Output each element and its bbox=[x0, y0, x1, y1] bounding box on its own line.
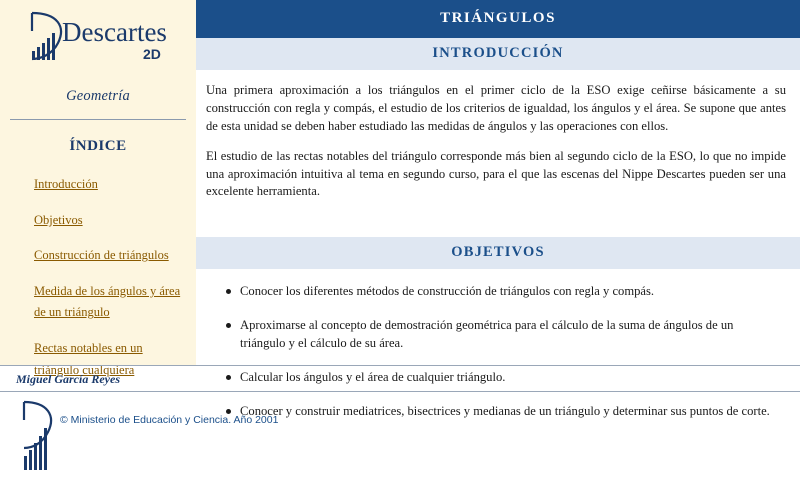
main-content bbox=[196, 0, 800, 418]
list-item bbox=[34, 209, 186, 231]
list-item: Conocer y construir mediatrices, bisectrices y medianas de un triángulo y determinar sus puntos de corte. bbox=[240, 403, 774, 421]
list-item bbox=[34, 173, 186, 195]
copyright-text: © Ministerio de Educación y Ciencia. Año 2001 bbox=[60, 414, 279, 426]
objectives-list bbox=[218, 283, 774, 420]
footer-divider-bottom bbox=[0, 391, 800, 392]
section-heading-introduccion: INTRODUCCIÓN bbox=[196, 38, 800, 70]
sidebar-item-construccion-de-triangulos[interactable]: Construcción de triángulos bbox=[34, 248, 169, 263]
author-name: Miguel García Reyes bbox=[16, 372, 120, 386]
intro-paragraph-1: Una primera aproximación a los triángulos en el primer ciclo de la ESO exige ceñirse básicamente a su construcción con regla y compás, el estudio de los criterios de igualdad, los ángulos y el área. Se supone que antes de esta unidad se deben haber estudiado las medidas de ángulos y las operaciones con ellos. bbox=[206, 83, 786, 133]
index-title: ÍNDICE bbox=[69, 138, 127, 154]
sidebar bbox=[0, 0, 196, 377]
logo-2d-label: 2D bbox=[143, 46, 161, 62]
list-item bbox=[34, 280, 186, 323]
intro-paragraph-2: El estudio de las rectas notables del triángulo corresponde más bien al segundo ciclo de la ESO, lo que no impide una aproximación intuitiva al tema en segundo curso, para el que las escenas del Nippe Descartes pueden ser una excelente herramienta. bbox=[206, 148, 786, 199]
sidebar-item-medida-angulos-area[interactable]: Medida de los ángulos y área de un triángulo bbox=[34, 283, 181, 320]
descartes-logo-icon bbox=[18, 5, 178, 67]
section-heading-objetivos: OBJETIVOS bbox=[196, 237, 800, 269]
page-title: TRIÁNGULOS bbox=[196, 0, 800, 38]
sidebar-divider bbox=[10, 119, 186, 120]
sidebar-item-objetivos[interactable]: Objetivos bbox=[34, 212, 83, 227]
sidebar-item-rectas-notables[interactable]: Rectas notables en un triángulo cualquiera bbox=[34, 340, 143, 377]
logo-wordmark: Descartes bbox=[62, 17, 167, 47]
list-item: Aproximarse al concepto de demostración geométrica para el cálculo de la suma de ángulos de un triángulo y el cálculo de su área. bbox=[240, 317, 774, 353]
list-item: Conocer los diferentes métodos de construcción de triángulos con regla y compás. bbox=[240, 283, 774, 301]
descartes-footer-logo-icon bbox=[14, 396, 60, 476]
section-spacer bbox=[196, 201, 800, 237]
sidebar-subject: Geometría bbox=[66, 88, 130, 104]
descartes-logo bbox=[0, 0, 196, 72]
list-item: Calcular los ángulos y el área de cualquier triángulo. bbox=[240, 369, 774, 387]
table-of-contents bbox=[0, 173, 196, 380]
sidebar-item-introduccion[interactable]: Introducción bbox=[34, 177, 98, 191]
footer-divider-top bbox=[0, 365, 800, 366]
list-item bbox=[34, 244, 186, 266]
